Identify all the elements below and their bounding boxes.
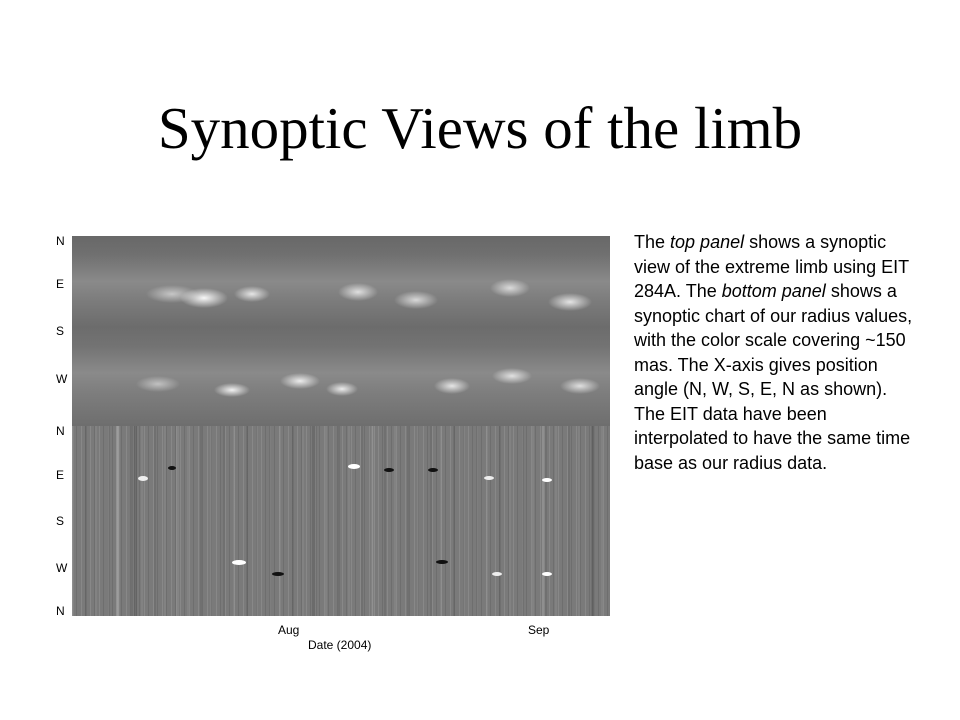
panel-streak: [372, 426, 375, 616]
panel-streak: [542, 426, 545, 616]
position-angle-label: N: [56, 604, 65, 618]
position-angle-label: E: [56, 468, 65, 482]
position-angle-label: S: [56, 324, 65, 338]
position-angle-label: W: [56, 372, 68, 386]
eit-synoptic-panel: [72, 236, 610, 426]
radius-spot: [542, 478, 552, 482]
radius-spot: [492, 572, 502, 576]
position-angle-label: N: [56, 424, 65, 438]
position-angle-label: N: [56, 234, 65, 248]
description-text: The: [634, 232, 671, 252]
radius-spot: [232, 560, 246, 565]
description-emphasis: bottom panel: [721, 281, 826, 301]
slide-title: Synoptic Views of the limb: [157, 95, 803, 161]
panel-streak: [176, 426, 179, 616]
x-axis-title: Date (2004): [308, 638, 372, 652]
x-tick-label: Aug: [278, 623, 300, 637]
radius-spot: [348, 464, 360, 469]
synoptic-figure: [56, 228, 616, 660]
x-tick-label: Sep: [528, 623, 550, 637]
panel-streak: [116, 426, 119, 616]
position-angle-label: W: [56, 561, 68, 575]
panel-streak: [312, 426, 315, 616]
radius-spot: [542, 572, 552, 576]
radius-spot: [384, 468, 394, 472]
radius-spot: [272, 572, 284, 576]
description-emphasis: top panel: [670, 232, 745, 252]
radius-spot: [436, 560, 448, 564]
radius-synoptic-panel: [72, 426, 610, 616]
figure-description: [634, 230, 920, 475]
panel-streak: [134, 426, 137, 616]
position-angle-label: E: [56, 277, 65, 291]
radius-spot: [484, 476, 494, 480]
description-text: shows a synoptic view of the extreme limb using EIT 284A. The: [634, 232, 909, 301]
description-text: shows a synoptic chart of our radius values, with the color scale covering ~150 mas. The X-axis gives position angle (N, W, S, E, N as shown). The EIT data have been interpolated to have the same time base as our radius data.: [634, 281, 913, 473]
position-angle-label: S: [56, 514, 65, 528]
radius-spot: [168, 466, 176, 470]
radius-spot: [138, 476, 148, 481]
radius-spot: [428, 468, 438, 472]
panel-streak: [592, 426, 595, 616]
